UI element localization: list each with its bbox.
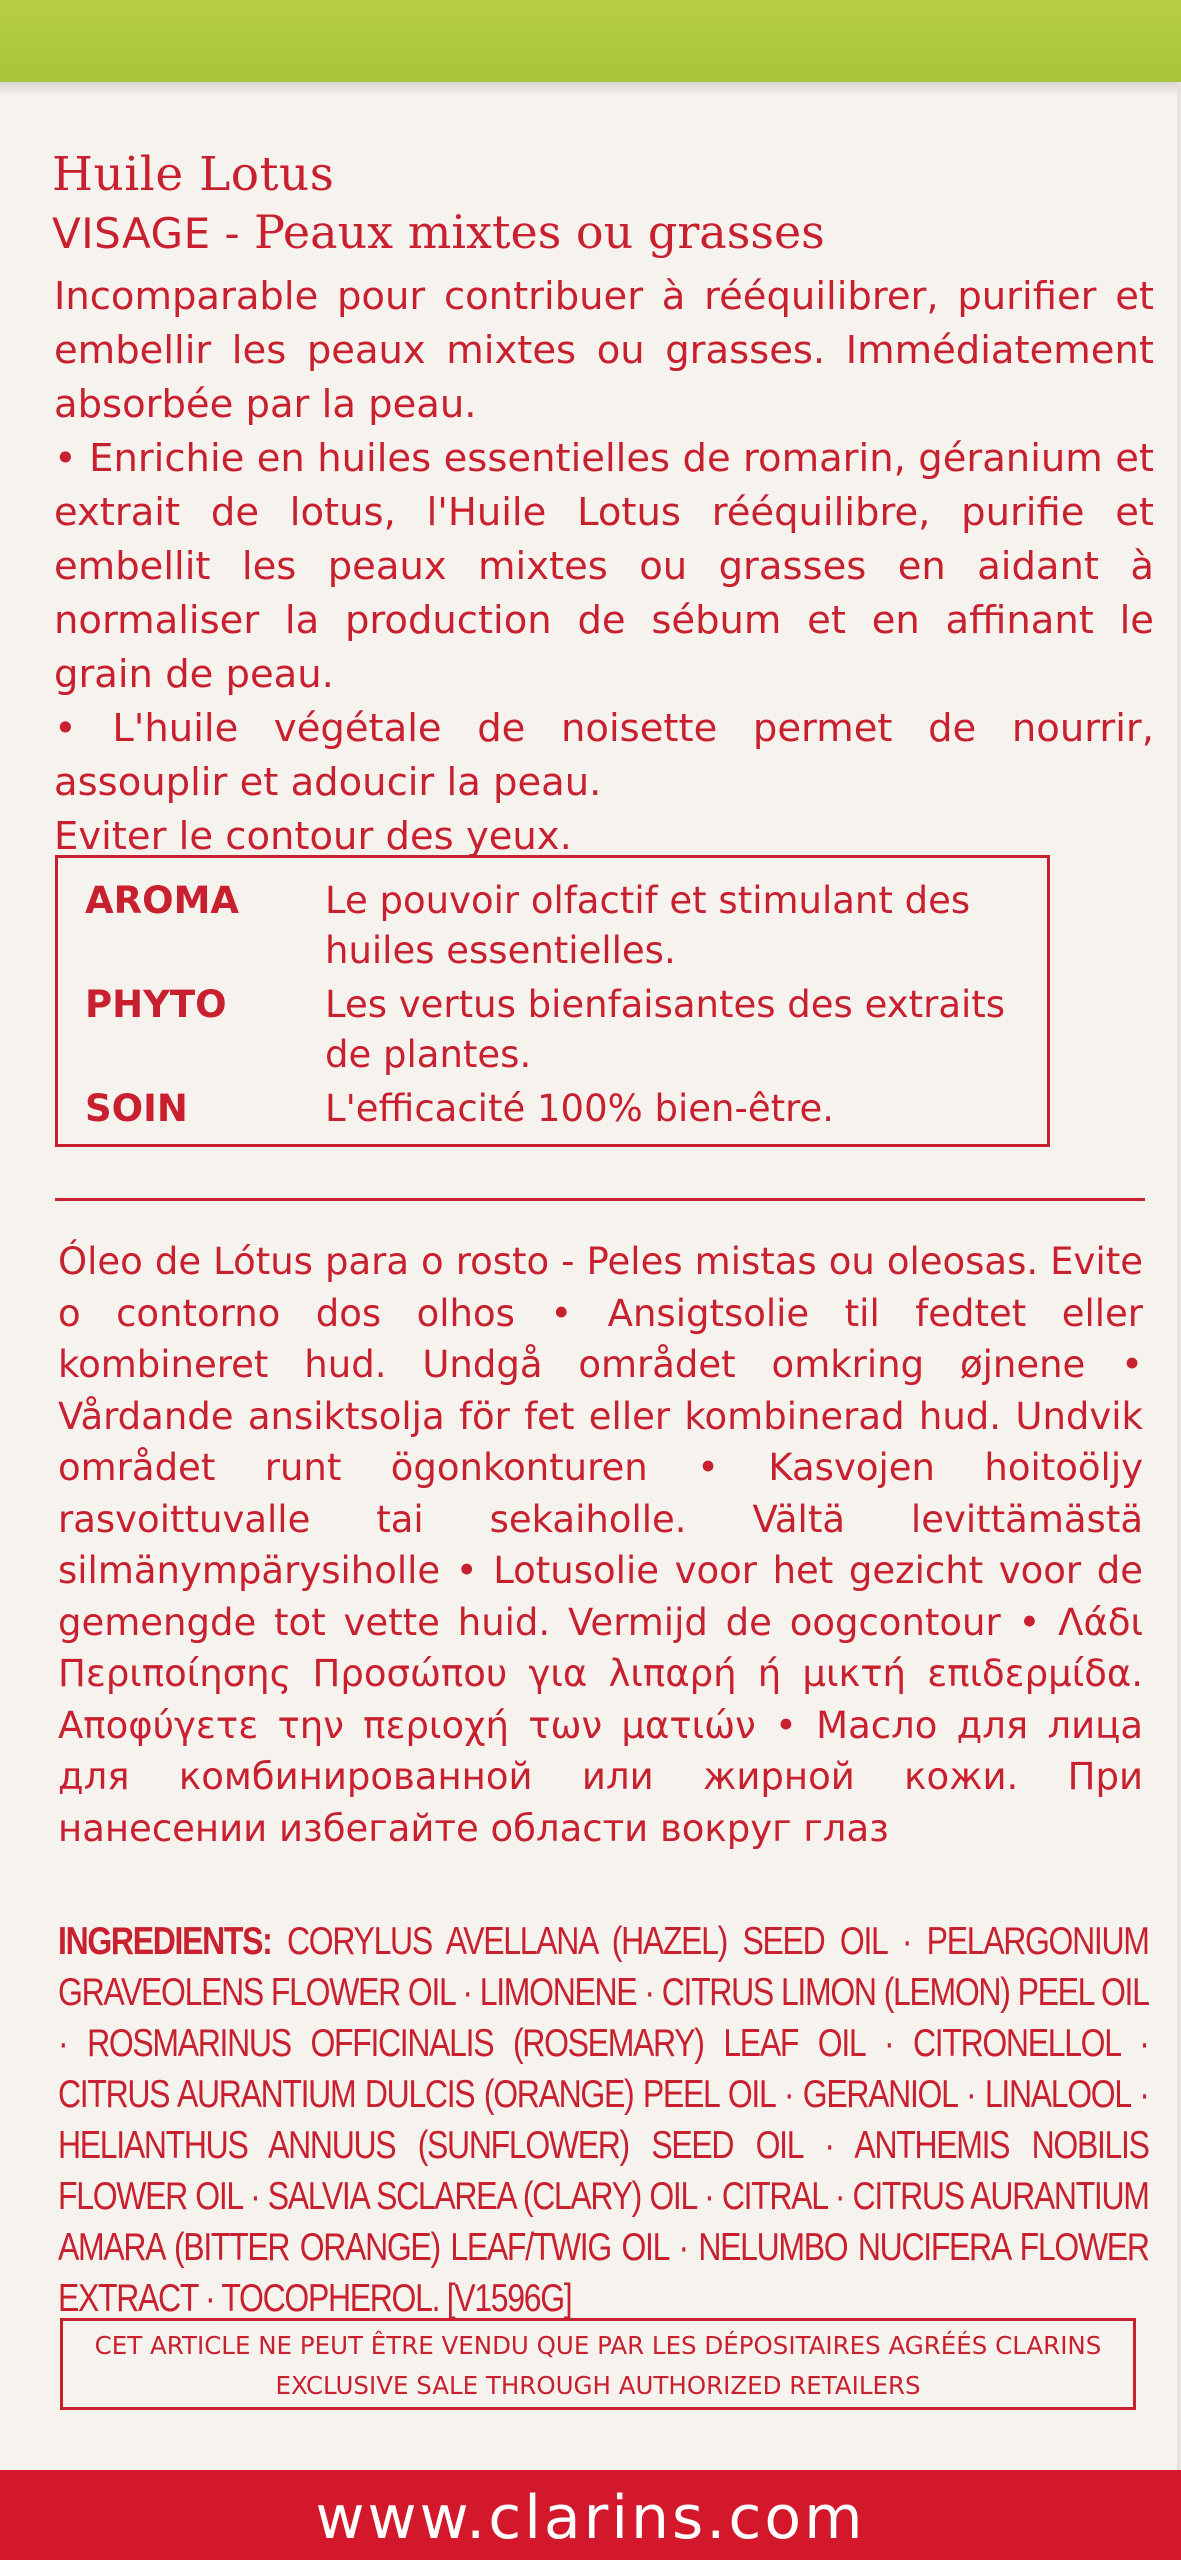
multilingual-description: Óleo de Lótus para o rosto - Peles mistas ou oleosas. Evite o contorno dos olhos • Ansigtsolie til fedtet eller kombineret hud. Undgå området omkring øjnene • Vårdande ansiktsolja för fet eller kombinerad hud. Undvik området runt ögonkonturen • Kasvojen hoitoöljy rasvoittuvalle tai sekaiholle. Vältä levittämästä silmänympärysiholle • Lotusolie voor het gezicht voor de gemengde tot vette huid. Vermijd de oogcontour • Λάδι Περιποίησης Προσώπου για λιπαρή ή μικτή επιδερμίδα. Αποφύγετε την περιοχή των ματιών • Масло для лица для комбинированной или жирной кожи. При нанесении избегайте области вокруг глаз (58, 1240, 1143, 1850)
ingredients-text: CORYLUS AVELLANA (HAZEL) SEED OIL · PELARGONIUM GRAVEOLENS FLOWER OIL · LIMONENE · CITRUS LIMON (LEMON) PEEL OIL · ROSMARINUS OFFICINALIS (ROSEMARY) LEAF OIL · CITRONELLOL · CITRUS AURANTIUM DULCIS (ORANGE) PEEL OIL · GERANIOL · LINALOOL · HELIANTHUS ANNUUS (SUNFLOWER) SEED OIL · ANTHEMIS NOBILIS FLOWER OIL · SALVIA SCLAREA (CLARY) OIL · CITRAL · CITRUS AURANTIUM AMARA (BITTER ORANGE) LEAF/TWIG OIL · NELUMBO NUCIFERA FLOWER EXTRACT · TOCOPHEROL. [V1596G] (58, 1920, 1149, 2320)
benefit-text: L'efficacité 100% bien-être. (325, 1087, 835, 1130)
benefit-text: Le pouvoir olfactif et stimulant des huiles essentielles. (325, 879, 971, 972)
benefit-row-phyto (85, 980, 1045, 1080)
section-divider (55, 1198, 1145, 1201)
brand-website: www.clarins.com (315, 2483, 866, 2553)
subtitle-skin-type: Peaux mixtes ou grasses (254, 205, 825, 259)
retail-notice-box (60, 2318, 1136, 2410)
description-paragraph: • L'huile végétale de noisette permet de nourrir, assouplir et adoucir la peau. (54, 706, 1154, 805)
cap-shadow (0, 82, 1181, 96)
benefit-row-aroma (85, 876, 1045, 976)
bottle-cap-edge (0, 0, 1181, 82)
benefit-key: SOIN (85, 1087, 188, 1130)
retail-notice-en: EXCLUSIVE SALE THROUGH AUTHORIZED RETAILERS (275, 2371, 921, 2400)
product-title: Huile Lotus (52, 147, 335, 202)
benefit-text: Les vertus bienfaisantes des extraits de plantes. (325, 983, 1006, 1076)
product-subtitle (52, 205, 825, 261)
benefit-row-soin (85, 1084, 1045, 1134)
description-paragraph: • Enrichie en huiles essentielles de romarin, géranium et extrait de lotus, l'Huile Lotus rééquilibre, purifie et embellit les peaux mixtes ou grasses en aidant à normaliser la production de sébum et en affinant le grain de peau. (54, 436, 1154, 697)
benefits-box (55, 855, 1050, 1147)
benefit-key: AROMA (85, 879, 240, 922)
retail-notice-fr: CET ARTICLE NE PEUT ÊTRE VENDU QUE PAR LES DÉPOSITAIRES AGRÉÉS CLARINS (94, 2331, 1102, 2360)
subtitle-prefix: VISAGE - (52, 209, 254, 258)
product-description (54, 270, 1154, 864)
box-edge (1177, 82, 1181, 2482)
usage-warning: Eviter le contour des yeux. (54, 814, 572, 859)
ingredients-label: INGREDIENTS: (58, 1920, 272, 1963)
benefit-key: PHYTO (85, 983, 227, 1026)
description-paragraph: Incomparable pour contribuer à rééquilibrer, purifier et embellir les peaux mixtes ou grasses. Immédiatement absorbée par la peau. (54, 274, 1154, 427)
ingredients-list (58, 1916, 1149, 2324)
